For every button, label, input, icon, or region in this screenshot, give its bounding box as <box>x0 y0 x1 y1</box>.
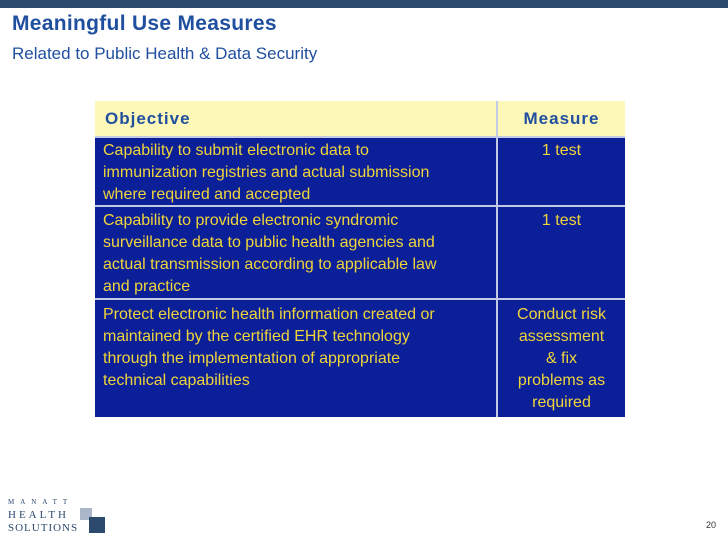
top-accent-bar <box>0 0 728 8</box>
objective-line: Capability to submit electronic data to <box>103 142 369 159</box>
column-divider <box>496 101 498 417</box>
objective-line: Protect electronic health information created or <box>103 306 435 323</box>
measure-line: assessment <box>518 328 605 345</box>
objective-line: surveillance data to public health agencies and <box>103 234 435 251</box>
manatt-health-logo <box>8 498 108 542</box>
table-row-objective <box>103 304 491 392</box>
objective-line: actual transmission according to applicable law <box>103 256 437 273</box>
row-divider <box>95 298 625 300</box>
logo-line-solutions: SOLUTIONS <box>8 522 79 534</box>
page-number: 20 <box>706 520 717 530</box>
row-divider <box>95 136 625 138</box>
table-row-measure <box>500 140 623 162</box>
logo-line-health: HEALTH <box>8 509 69 521</box>
slide-subtitle: Related to Public Health & Data Security <box>12 44 318 63</box>
objective-line: maintained by the certified EHR technology <box>103 328 410 345</box>
objective-line: through the implementation of appropriate <box>103 350 401 367</box>
measure-line: & fix <box>545 350 578 367</box>
objective-line: where required and accepted <box>103 186 311 203</box>
logo-squares-icon <box>80 508 108 534</box>
measure-line: required <box>532 394 591 411</box>
objective-line: technical capabilities <box>103 372 250 389</box>
logo-line-manatt: MANATT <box>8 498 74 506</box>
measure-line: problems as <box>517 372 606 389</box>
objective-line: immunization registries and actual submission <box>103 164 430 181</box>
measures-table <box>95 101 625 417</box>
table-row-objective <box>103 140 491 206</box>
slide-title: Meaningful Use Measures <box>12 12 277 35</box>
table-row-measure <box>500 210 623 232</box>
table-row-objective <box>103 210 491 298</box>
measure-line: 1 test <box>541 212 582 229</box>
measure-line: Conduct risk <box>517 306 606 323</box>
table-row-measure <box>500 304 623 414</box>
header-objective: Objective <box>95 101 496 136</box>
header-measure: Measure <box>498 101 625 136</box>
objective-line: and practice <box>103 278 191 295</box>
measure-line: 1 test <box>541 142 582 159</box>
objective-line: Capability to provide electronic syndromic <box>103 212 399 229</box>
